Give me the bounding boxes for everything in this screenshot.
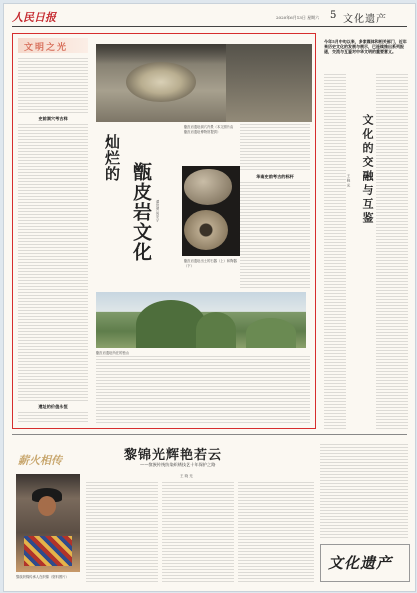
article-text-block: [18, 58, 88, 114]
article-text-block: [320, 444, 408, 539]
weaver-portrait-photo: [16, 474, 80, 572]
pottery-photo: [184, 210, 228, 250]
page-number: 5: [330, 10, 337, 21]
newspaper-page: [3, 3, 416, 592]
right-column-title: 文化的交融与互鉴: [361, 114, 374, 226]
photo-caption: 甑皮岩遗址所在的独山: [96, 351, 129, 355]
article-text-block: [86, 482, 158, 582]
second-column-label: 薪火相传: [18, 454, 62, 467]
headline-line2: 甑皮岩文化: [130, 162, 152, 262]
article-text-block: [18, 412, 88, 424]
article-text-block: [324, 74, 346, 429]
masthead-logo: 人民日报: [12, 11, 56, 24]
subhead: 华南史前考古的标杆: [256, 174, 294, 179]
dateline: 2020年6月13日 星期六: [276, 15, 320, 20]
article-text-block: [96, 356, 310, 424]
top-rule: [12, 26, 407, 27]
intro-text: 今年5月中旬以来，多家媒体和相关部门，近年来历史文化的发展与展示，已连续推出系列报道，交流与互鉴对中华文明的重要意义。: [324, 39, 407, 54]
photo-caption: 甑皮岩遗址出土的石器（上）和陶器（下）: [184, 259, 237, 268]
cave-photo: [96, 44, 226, 122]
right-intro: [324, 39, 407, 54]
stone-tool-photo: [184, 169, 232, 205]
photo-caption: 黎族织锦传承人在织锦（资料图片）: [16, 575, 69, 579]
article-text-block: [376, 74, 408, 429]
article-text-block: [240, 124, 310, 172]
subhead: 遗址的价值永恒: [38, 404, 68, 409]
byline: 谭世勇 何安宁: [156, 200, 160, 223]
article-text-block: [18, 124, 88, 402]
second-byline: 王 晓 光: [180, 474, 193, 478]
photo-caption: 甑皮岩遗址洞穴内景（本文照片由甑皮岩遗址博物馆提供）: [184, 125, 234, 134]
headline-line1: 灿烂的: [103, 134, 121, 182]
section-title: 文化遗产: [343, 14, 387, 25]
second-subheadline: ——黎族传统纺染织绣技艺十年保护之路: [140, 462, 216, 467]
cultural-heritage-logo: 文化遗产: [328, 554, 393, 572]
column-label: 文明之光: [24, 43, 69, 53]
karst-landscape-photo: [96, 292, 306, 348]
second-headline: 黎锦光辉艳若云: [124, 448, 223, 463]
cave-detail-photo: [226, 44, 312, 122]
article-text-block: [240, 182, 310, 290]
article-text-block: [238, 482, 314, 582]
subhead: 史前洞穴考古样: [38, 116, 68, 121]
right-column-byline: 王 晓 光: [347, 174, 351, 187]
column-label-box: [18, 38, 88, 53]
section-divider: [12, 434, 407, 435]
article-text-block: [162, 482, 234, 582]
